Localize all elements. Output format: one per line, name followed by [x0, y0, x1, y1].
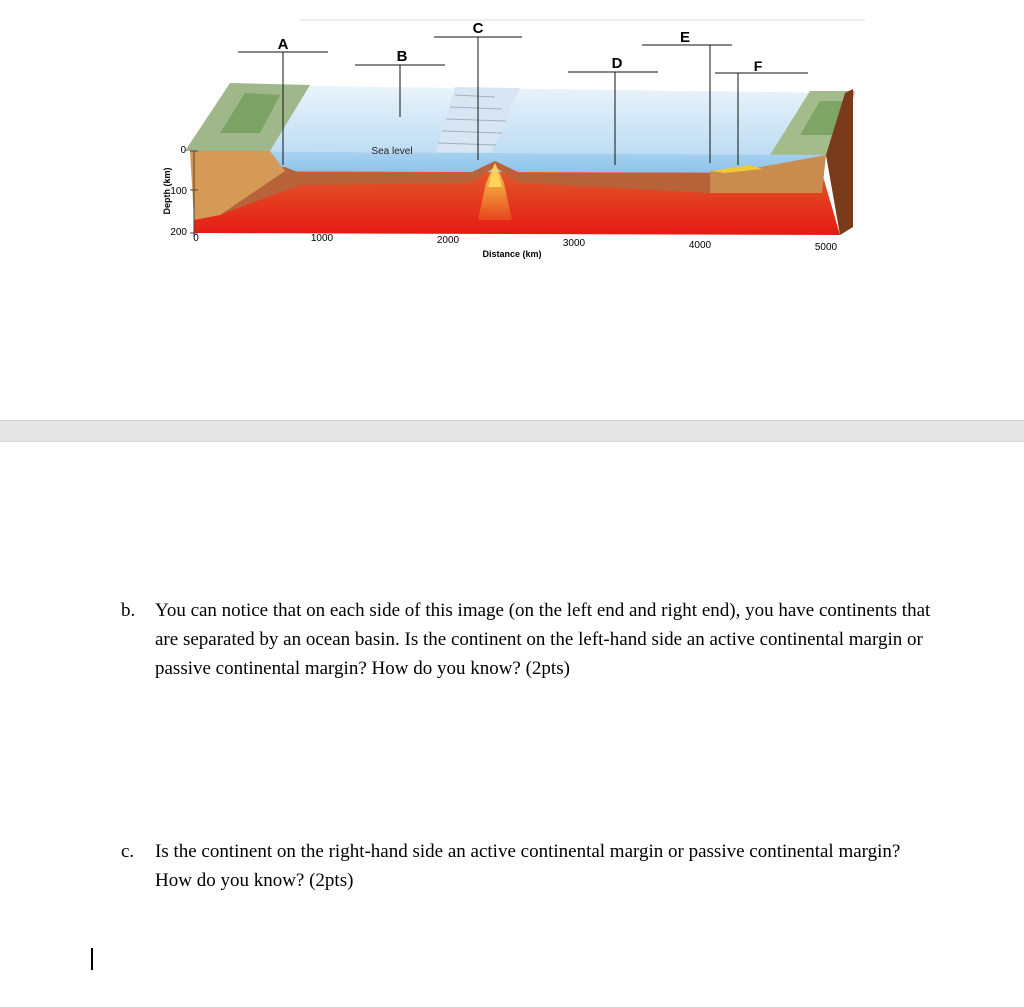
label-d: D	[611, 55, 623, 72]
question-c	[121, 837, 941, 895]
depth-axis-label: Depth (km)	[162, 167, 172, 215]
distance-tick-5000: 5000	[814, 242, 838, 253]
page-break	[0, 420, 1024, 442]
sea-level-label: Sea level	[371, 146, 413, 157]
label-b: B	[396, 48, 408, 65]
question-b-text: You can notice that on each side of this image (on the left end and right end), you have continents that are separated by an ocean basin. Is the continent on the left-hand side an active continental margin or passive continental margin? How do you know? (2pts)	[155, 600, 931, 679]
question-c-marker: c.	[121, 841, 135, 862]
ocean-cross-section-figure	[150, 15, 870, 275]
label-c: C	[472, 20, 484, 37]
distance-axis-label: Distance (km)	[482, 249, 542, 259]
distance-tick-4000: 4000	[688, 240, 712, 251]
question-b	[121, 596, 941, 683]
question-c-text: Is the continent on the right-hand side an active continental margin or passive continental margin? How do you know? (2pts)	[155, 841, 901, 891]
text-cursor[interactable]	[91, 948, 93, 970]
label-a: A	[277, 36, 289, 53]
cross-section-diagram	[150, 15, 870, 275]
distance-tick-0: 0	[193, 233, 199, 244]
distance-tick-2000: 2000	[436, 235, 460, 246]
depth-tick-200: 200	[170, 227, 187, 238]
label-f: F	[753, 58, 763, 74]
question-b-marker: b.	[121, 600, 136, 621]
depth-tick-0: 0	[180, 145, 186, 156]
depth-tick-100: 100	[170, 186, 187, 197]
distance-tick-3000: 3000	[562, 238, 586, 249]
distance-tick-1000: 1000	[310, 233, 334, 244]
label-e: E	[679, 29, 691, 46]
